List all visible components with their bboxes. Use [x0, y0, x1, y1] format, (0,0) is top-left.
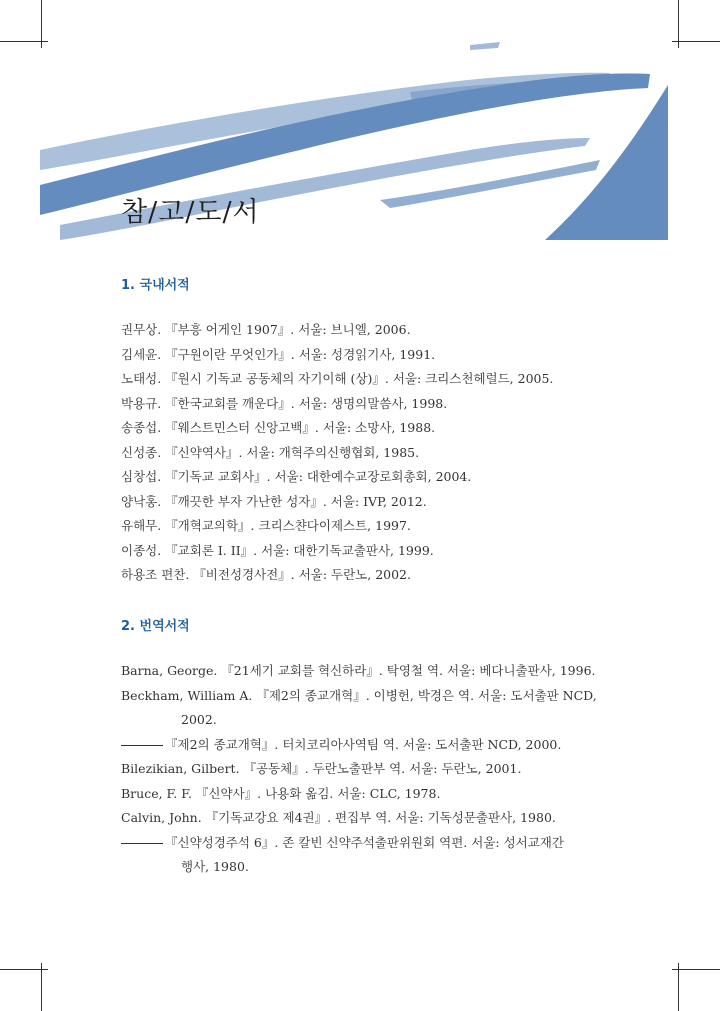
reference-entry-continuation: 행사, 1980. [181, 859, 249, 874]
reference-text: 『신약성경주석 6』. 존 칼빈 신약주석출판위원회 역편. 서울: 성서교재간 [165, 834, 564, 850]
crop-mark [41, 963, 42, 1011]
reference-entry: 유해무. 『개혁교의학』. 크리스챤다이제스트, 1997. [121, 518, 411, 533]
reference-entry-same-author [121, 831, 591, 856]
reference-entry: 하용조 편찬. 『비전성경사전』. 서울: 두란노, 2002. [121, 567, 411, 582]
reference-entry: Beckham, William A. 『제2의 종교개혁』. 이병헌, 박경은 역. 서울: 도서출판 NCD, [121, 687, 597, 703]
reference-entry: Bruce, F. F. 『신약사』. 나용화 옮김. 서울: CLC, 1978. [121, 785, 441, 801]
same-author-dash [121, 745, 163, 746]
reference-entry: 송종섭. 『웨스트민스터 신앙고백』. 서울: 소망사, 1988. [121, 420, 436, 435]
reference-entry: 권무상. 『부흥 어게인 1907』. 서울: 브니엘, 2006. [121, 322, 411, 337]
reference-entry: 노태성. 『원시 기독교 공동체의 자기이해 (상)』. 서울: 크리스천헤럴드, 2005. [121, 371, 554, 386]
reference-entry: 양낙홍. 『깨끗한 부자 가난한 성자』. 서울: IVP, 2012. [121, 493, 427, 509]
reference-entry: 이종성. 『교회론 I. II』. 서울: 대한기독교출판사, 1999. [121, 542, 434, 558]
reference-entry: Calvin, John. 『기독교강요 제4권』. 편집부 역. 서울: 기독성문출판사, 1980. [121, 810, 556, 825]
domestic-reference-list [121, 318, 591, 588]
brush-stroke-illustration [0, 0, 720, 245]
reference-entry: Barna, George. 『21세기 교회를 혁신하라』. 탁영철 역. 서울: 베다니출판사, 1996. [121, 663, 596, 678]
section-heading-translated: 2. 번역서적 [121, 619, 190, 634]
reference-entry-continuation: 2002. [181, 712, 217, 727]
reference-entry: 신성종. 『신약역사』. 서울: 개혁주의신행협회, 1985. [121, 444, 420, 460]
page-title: 참/고/도/서 [121, 197, 260, 228]
reference-entry-same-author [121, 733, 591, 758]
reference-entry: Bilezikian, Gilbert. 『공동체』. 두란노출판부 역. 서울: 두란노, 2001. [121, 761, 522, 776]
section-heading-domestic: 1. 국내서적 [121, 278, 190, 293]
same-author-dash [121, 843, 163, 844]
translated-reference-list [121, 659, 597, 880]
crop-mark [0, 969, 48, 970]
reference-entry: 박용규. 『한국교회를 깨운다』. 서울: 생명의말씀사, 1998. [121, 395, 448, 411]
crop-mark [678, 963, 679, 1011]
reference-entry: 김세윤. 『구원이란 무엇인가』. 서울: 성경읽기사, 1991. [121, 346, 436, 362]
reference-entry: 심창섭. 『기독교 교회사』. 서울: 대한예수교장로회총회, 2004. [121, 469, 472, 484]
crop-mark [672, 969, 720, 970]
reference-text: 『제2의 종교개혁』. 터치코리아사역팀 역. 서울: 도서출판 NCD, 2000. [165, 736, 562, 752]
